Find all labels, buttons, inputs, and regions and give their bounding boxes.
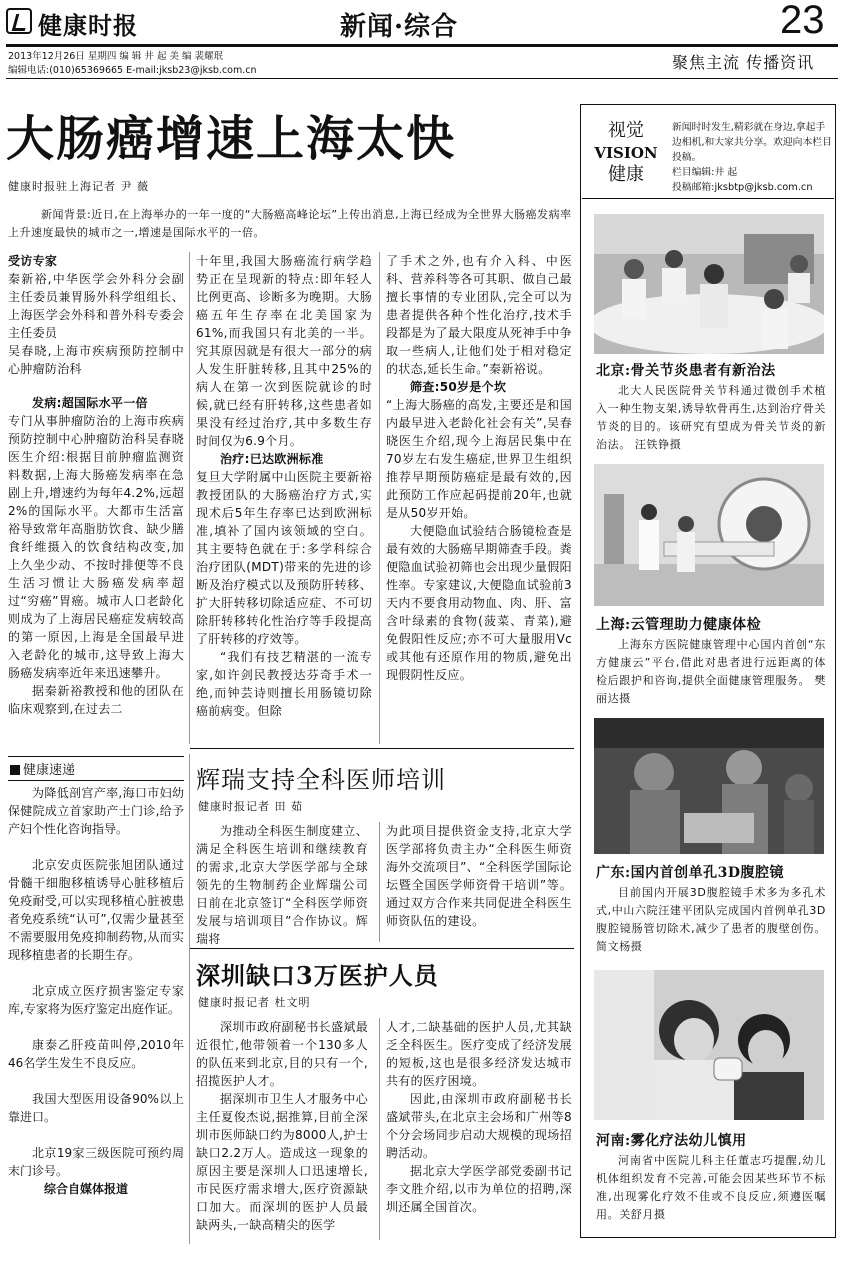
vision-label-en: VISION	[594, 144, 658, 162]
column-divider	[189, 252, 190, 744]
subhead-screening-label: 筛查:	[410, 380, 440, 394]
story3-paragraph: 因此,由深圳市政府副秘书长盛斌带头,在北京主会场和广州等8个分会场同步启动大规模的现场招聘活动。	[386, 1092, 572, 1160]
lead-paragraph: 复旦大学附属中山医院主要新裕教授团队的大肠癌治疗方式,实现术后5年生存率已达到欧洲标准,填补了国内该领域的空白。其主要特色就在于:多学科综合治疗团队(MDT)带来的先进的诊断及治疗模式以及预防肝转移、扩大肝转移切除适应症、不可切除肝转移转化性治疗等手段提高了肝转移的疗效等。	[196, 470, 372, 646]
masthead-logo	[6, 4, 156, 40]
brief-item: 北京成立医疗损害鉴定专家库,专家将为医疗鉴定出庭作证。	[8, 984, 184, 1016]
column-divider	[189, 754, 190, 1244]
story3-paragraph: 据北京大学医学部党委副书记李文胜介绍,以市为单位的招聘,深圳还属全国首次。	[386, 1164, 572, 1214]
sidebar-item-title: 广东:国内首创单孔3D腹腔镜	[596, 865, 785, 881]
subhead-screening-text: 50岁是个坎	[439, 380, 507, 394]
sidebar-rule	[582, 198, 834, 199]
vision-column-label	[586, 120, 666, 186]
subhead-incidence-text: 超国际水平一倍	[61, 396, 148, 410]
interviewee-2: 吴春晓,上海市疾病预防控制中心肿瘤防治科	[8, 344, 184, 376]
lead-byline: 健康时报驻上海记者 尹 薇	[8, 180, 149, 193]
sidebar-item-text: 北大人民医院骨关节科通过微创手术植入一种生物支架,诱导软骨再生,达到治疗骨关节炎的目的。该研究有望成为骨关节炎的新治法。 汪铁铮摄	[596, 384, 826, 451]
story2-column-right	[386, 822, 572, 930]
story3-paragraph: 深圳市政府副秘书长盛斌最近很忙,他带领着一个130多人的队伍来到北京,目的只有一个,招揽医护人才。	[196, 1020, 368, 1088]
subhead-screening	[386, 378, 572, 396]
brief-item: 为降低剖宫产率,海口市妇幼保健院成立首家助产士门诊,给予产妇个性化咨询指导。	[8, 786, 184, 836]
header-rule-bottom	[6, 78, 838, 79]
section-slogan: 聚焦主流 传播资讯	[672, 53, 815, 72]
vision-label-top: 视觉	[608, 120, 644, 141]
subhead-treatment-text: 已达欧洲标准	[249, 452, 324, 466]
vision-label-bottom: 健康	[608, 164, 644, 185]
brief-item: 北京安贞医院张旭团队通过骨髓干细胞移植诱导心脏移植后免疫耐受,可以实现移植心脏被患者免疫系统“认可”,仅需少量甚至不需要服用免疫抑制药物,从而实现移植患者的长期生存。	[8, 858, 184, 962]
story3-byline: 健康时报记者 杜文明	[198, 996, 311, 1009]
story3-column-right	[386, 1018, 572, 1216]
story-divider	[190, 748, 574, 749]
lead-column-2	[196, 252, 372, 720]
brief-item: 康泰乙肝疫苗叫停,2010年46名学生发生不良反应。	[8, 1038, 184, 1070]
contact-line: 编辑电话:(010)65369665 E-mail:jksb23@jksb.com.cn	[8, 65, 257, 76]
header-rule	[6, 44, 838, 47]
story3-headline: 深圳缺口3万医护人员	[196, 961, 439, 990]
photo-child-nebulizer	[594, 970, 824, 1120]
column-divider	[379, 822, 380, 942]
subhead-incidence-label: 发病:	[32, 396, 62, 410]
lead-column-1	[8, 252, 184, 718]
brief-list	[8, 784, 184, 1216]
masthead-title: 健康时报	[38, 11, 138, 40]
lead-paragraph: “我们有技艺精湛的一流专家,如许剑民教授达芬奇手术一绝,而钟芸诗则擅长用肠镜切除癌前病变。但除	[196, 650, 372, 718]
story3-paragraph: 人才,二缺基础的医护人员,尤其缺乏全科医生。医疗变成了经济发展的短板,这也是很多经济发达城市共有的医疗困境。	[386, 1020, 572, 1088]
brief-heading	[8, 756, 184, 781]
lead-paragraph: 专门从事肿瘤防治的上海市疾病预防控制中心肿瘤防治科吴春晓医生介绍:根据目前肿瘤监测资料数据,上海大肠癌发病率在急剧上升,增速约为每年4.2%,远超2%的国际水平。大都市生活富裕导致常年高脂肪饮食、缺少膳食纤维摄入的饮食结构改变,加上久坐少动、不按时排便等不良生活习惯让大肠癌发病率超过“穷癌”胃癌。城市人口老龄化则成为了上海居民癌症发病较高的第一原因,上海是全国最早进入老龄化的城市,这导致上海大肠癌发病率近年来迅速攀升。	[8, 414, 184, 680]
photo-3d-laparoscopic-surgery	[594, 718, 824, 854]
lead-paragraph: 十年里,我国大肠癌流行病学趋势正在呈现新的特点:即年轻人比例更高、诊断多为晚期。大肠癌五年生存率在北美国家为61%,而我国只有北美的一半。究其原因就是有很大一部分的病人发生肝脏转移,且其中25%的病人在第一次到医院就诊的时候,就已经有肝转移,这些患者如果没有经过治疗,其中多数生存时间仅为6.9个月。	[196, 254, 372, 448]
lead-headline: 大肠癌增速上海太快	[6, 111, 457, 167]
lead-paragraph: 大便隐血试验结合肠镜检查是最有效的大肠癌早期筛查手段。粪便隐血试验初筛也会出现少量假阳性率。专家建议,大便隐血试验前3天内不要食用动物血、肉、肝、富含叶绿素的食物(菠菜、青菜),避免假阳性反应;亦不可大量服用Vc或其他有还原作用的物质,避免出现假阴性反应。	[386, 524, 572, 682]
story2-headline: 辉瑞支持全科医师培训	[196, 766, 446, 794]
interviewees-label: 受访专家	[8, 254, 58, 268]
page-number: 23	[780, 0, 825, 42]
photo-doctors-meeting	[594, 214, 824, 354]
subhead-treatment-label: 治疗:	[220, 452, 250, 466]
sidebar-item-text: 河南省中医院儿科主任董志巧提醒,幼儿机体组织发育不完善,可能会因某些环节不标准,出现雾化疗效不佳或不良反应,须遵医嘱用。关舒月摄	[596, 1154, 826, 1221]
brief-item: 我国大型医用设备90%以上靠进口。	[8, 1092, 184, 1124]
story2-paragraph: 为推动全科医生制度建立、满足全科医生培训和继续教育的需求,北京大学医学部与全球领先的生物制药企业辉瑞公司日前在北京签订“全科医学师资发展与培训项目”合作协议。辉瑞将	[196, 824, 368, 946]
lead-background: 新闻背景:近日,在上海举办的一年一度的“大肠癌高峰论坛”上传出消息,上海已经成为全世界大肠癌发病率上升速度最快的城市之一,增速是国际水平的一倍。	[8, 208, 572, 239]
sidebar-item-text: 上海东方医院健康管理中心国内首创“东方健康云”平台,借此对患者进行远距离的体检后跟护和咨询,提供全面健康管理服务。 樊丽达摄	[596, 638, 826, 705]
vision-editor: 栏目编辑:井 起	[672, 167, 738, 178]
subhead-incidence	[8, 394, 184, 412]
vision-intro-text: 新闻时时发生,精彩就在身边,拿起手边相机,和大家共分享。欢迎向本栏目投稿。	[672, 122, 832, 163]
lead-paragraph: 据秦新裕教授和他的团队在临床观察到,在过去二	[8, 684, 184, 716]
story2-byline: 健康时报记者 田 茹	[198, 800, 303, 813]
masthead-emblem-icon	[6, 8, 32, 34]
brief-item: 北京19家三级医院可预约周末门诊号。	[8, 1146, 184, 1178]
vision-intro	[672, 120, 834, 195]
sidebar-item-title: 上海:云管理助力健康体检	[596, 617, 762, 633]
vision-email: 投稿邮箱:jksbtp@jksb.com.cn	[672, 182, 813, 193]
subhead-treatment	[196, 450, 372, 468]
column-divider	[379, 252, 380, 744]
brief-heading-text: 健康速递	[23, 763, 76, 778]
lead-column-3	[386, 252, 572, 684]
photo-medical-scanner	[594, 464, 824, 606]
sidebar-item-title: 北京:骨关节炎患者有新治法	[596, 363, 776, 379]
square-bullet-icon	[10, 765, 20, 775]
story2-paragraph: 为此项目提供资金支持,北京大学医学部将负责主办“全科医生师资海外交流项目”、“全科医学国际论坛暨全国医学师资骨干培训”等。通过双方合作来共同促进全科医生师资队伍的建设。	[386, 824, 572, 928]
lead-paragraph: “上海大肠癌的高发,主要还是和国内最早进入老龄化社会有关”,吴春晓医生介绍,现今上海居民集中在70岁左右发生癌症,世界卫生组织推荐早期预防癌症是最有效的,因此预防工作应起码提前20年,也就是从50岁开始。	[386, 398, 572, 520]
story2-column-left	[196, 822, 368, 948]
interviewee-1: 秦新裕,中华医学会外科分会副主任委员兼胃肠外科学组组长、上海医学会外科和普外科专委会主任委员	[8, 272, 184, 340]
story-divider	[190, 948, 574, 949]
story3-paragraph: 据深圳市卫生人才服务中心主任夏俊杰说,据推算,目前全深圳市医师缺口约为8000人,护士缺口2.2万人。造成这一现象的原因主要是深圳人口迅速增长,市民医疗需求增大,医疗资源缺口加大。而深圳的医护人员最缺两头,一缺高精尖的医学	[196, 1092, 368, 1232]
story3-column-left	[196, 1018, 368, 1234]
sidebar-item-text: 目前国内开展3D腹腔镜手术多为多孔术式,中山六院汪建平团队完成国内首例单孔3D腹腔镜肠管切除术,减少了患者的腹壁创伤。 简文杨摄	[596, 886, 826, 953]
date-editor-line: 2013年12月26日 星期四 编 辑 井 起 美 编 裴耀珉	[8, 51, 224, 62]
lead-paragraph: 了手术之外,也有介入科、中医科、营养科等各可其职、做自己最擅长事情的专业团队,完全可以为患者提供各种个性化治疗,技术手段都是为了最大限度从死神手中争取一些病人,让他们处于相对稳定的状态,延长生命。”秦新裕说。	[386, 254, 572, 376]
column-divider	[379, 1018, 380, 1240]
section-title: 新闻·综合	[340, 12, 459, 42]
brief-credit: 综合自媒体报道	[44, 1182, 129, 1196]
sidebar-item-title: 河南:雾化疗法幼儿慎用	[596, 1133, 747, 1149]
